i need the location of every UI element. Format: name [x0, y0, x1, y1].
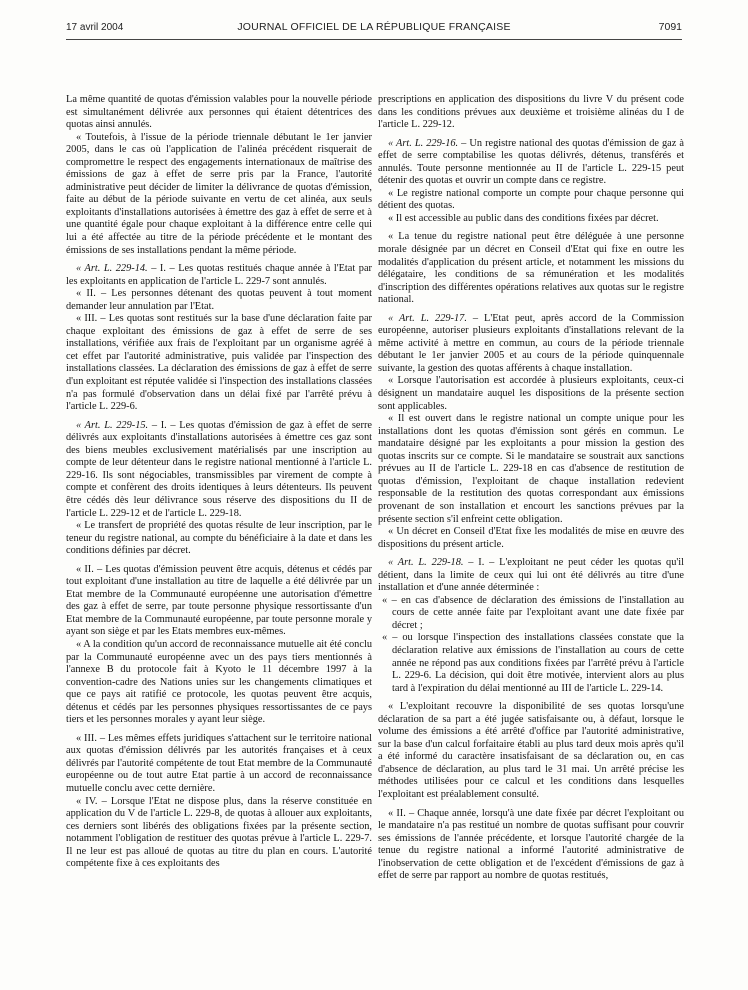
article-paragraph	[66, 420, 372, 520]
paragraph: « Il est ouvert dans le registre national un compte unique pour les installations dont les quotas d'émission sont gérés en commun. Le mandataire désigné par les exploitants a pour mission la gestion des quotas inscrits sur ce compte. Si le mandataire se soustrait aux sanctions prévues au II de l'article L. 229-18 en cas d'absence de restitution de quotas d'émission, l'exploitant de chaque installation redevient responsable de la restitution des quotas correspondant aux émissions provenant de son installation et encourt les sanctions prévues par la présente section s'il enfreint cette obligation.	[378, 413, 684, 525]
article-text: – I. – L'exploitant ne peut céder les quotas qu'il détient, dans la limite de ceux qui lui ont été délivrés au titre d'une installation et d'une année déterminée :	[378, 557, 684, 594]
right-column	[378, 94, 684, 883]
paragraph: « II. – Chaque année, lorsqu'à une date fixée par décret l'exploitant ou le mandataire n'a pas restitué un nombre de quotas suffisant pour couvrir ses émissions de l'année précédente, et lorsque l'autorité chargée de la tenue du registre national a informé l'autorité administrative de l'inobservation de cette obligation et de l'excédent d'émissions de gaz à effet de serre par rapport au nombre de quotas restitués,	[378, 807, 684, 882]
journal-title: JOURNAL OFFICIEL DE LA RÉPUBLIQUE FRANÇAISE	[237, 21, 511, 33]
paragraph: « Il est accessible au public dans des conditions fixées par décret.	[388, 212, 659, 224]
list-item: « – ou lorsque l'inspection des installations classées constate que la déclaration relative aux émissions de l'installation au cours de cette année ne répond pas aux conditions fixées par l'arrêté prévu à l'article L. 229-6. La décision, qui doit être motivée, intervient alors au plus tard à l'expiration du délai mentionné au III de l'article L. 229-14.	[382, 632, 684, 694]
article-paragraph	[378, 313, 684, 376]
article-text: – I. – Les quotas d'émission de gaz à effet de serre délivrés aux exploitants d'installations autorisées à émettre ces gaz sont des biens meubles exclusivement matérialisés par une inscription au compte de leur détenteur dans le registre national mentionné à l'article L. 229-16. Ils sont négociables, transmissibles par virement de compte à compte et confèrent des droits identiques à leurs détenteurs. Ils peuvent être cédés dès leur délivrance sous réserve des dispositions du II de l'article L. 229-12 et de l'article L. 229-18.	[66, 419, 372, 519]
header-rule	[66, 39, 682, 40]
paragraph: « Toutefois, à l'issue de la période triennale débutant le 1er janvier 2005, dans le cas où l'application de l'alinéa précédent risquerait de compromettre le respect des engagements internationaux de maîtrise des émissions de gaz à effet de serre pris par la France, l'autorité administrative peut décider de limiter la délivrance de quotas d'émission, faite au début de la période suivante en vertu de cet alinéa, aux seuls exploitants d'installations autorisées à émettre des gaz à effet de serre et à une quantité égale pour chaque exploitant à la différence entre celle qui lui a été affectée au titre de la période précédente et le montant des émissions de ses installations pendant la même période.	[66, 131, 372, 256]
paragraph: « La tenue du registre national peut être déléguée à une personne morale désignée par un décret en Conseil d'Etat qui fixe en outre les modalités d'application du présent article, et notamment les missions du délégataire, les conditions de sa rémunération et les modalités d'inscription des différentes opérations relatives aux quotas sur le registre national.	[378, 231, 684, 306]
paragraph: « Le registre national comporte un compte pour chaque personne qui détient des quotas.	[378, 187, 684, 212]
paragraph: « Le transfert de propriété des quotas résulte de leur inscription, par le teneur du registre national, au compte du bénéficiaire à la date et dans les conditions définies par décret.	[66, 520, 372, 557]
paragraph: « Un décret en Conseil d'Etat fixe les modalités de mise en œuvre des dispositions du présent article.	[378, 526, 684, 550]
article-text: – I. – Les quotas restitués chaque année à l'Etat par les exploitants en application de l'article L. 229-7 sont annulés.	[66, 263, 372, 287]
paragraph: « II. – Les quotas d'émission peuvent être acquis, détenus et cédés par tout exploitant d'une installation au titre de laquelle a été délivrée par un Etat membre de la Communauté européenne une autorisation d'émettre des gaz à effet de serre, par toute personne physique ressortissante d'un Etat membre de la Communauté européenne, par toute personne morale y ayant son siège et par les Etats membres eux-mêmes.	[66, 563, 372, 638]
paragraph: « IV. – Lorsque l'Etat ne dispose plus, dans la réserve constituée en application du V de l'article L. 229-8, de quotas à allouer aux exploitants, ces derniers sont libérés des obligations fixées par la présente section, notamment l'obligation de restituer des quotas prévue à l'article L. 229-7. Il ne leur est pas alloué de quotas au titre du plan en cours. L'autorité compétente fixe à ces exploitants des	[66, 795, 372, 870]
list-item: « – en cas d'absence de déclaration des émissions de l'installation au cours de cette année faite par l'exploitant avant une date fixée par décret ;	[382, 594, 684, 631]
left-column	[66, 94, 372, 871]
article-heading: « Art. L. 229-18.	[388, 557, 464, 569]
paragraph: « A la condition qu'un accord de reconnaissance mutuelle ait été conclu par la Communauté européenne avec un des pays tiers mentionnés à l'annexe B du protocole fait à Kyoto le 11 décembre 1997 à la convention-cadre des Nations unies sur les changements climatiques et que ce pays ait ratifié ce protocole, les quotas peuvent être acquis, détenus et cédés par les personnes physiques ressortissantes de ce pays tiers et les personnes morales y ayant leur siège.	[66, 638, 372, 726]
header-date: 17 avril 2004	[66, 22, 124, 33]
article-paragraph	[66, 263, 372, 288]
paragraph: « Lorsque l'autorisation est accordée à plusieurs exploitants, ceux-ci désignent un mandataire auquel les dispositions de la présente section sont applicables.	[378, 375, 684, 412]
paragraph: « L'exploitant recouvre la disponibilité de ses quotas lorsqu'une déclaration de sa part a été jugée satisfaisante ou, à défaut, lorsque le volume des émissions a été arrêté d'office par l'autorité administrative, sur la base d'un calcul forfaitaire établi au plus tard deux mois après qu'il a été informé du caractère insatisfaisant de sa déclaration ou, en cas d'absence de déclaration, au plus tard le 31 mai. Un arrêté précise les méthodes utilisées pour ce calcul et les conditions dans lesquelles l'exploitant est préalablement consulté.	[378, 701, 684, 800]
paragraph: La même quantité de quotas d'émission valables pour la nouvelle période est simultanément délivrée aux personnes qui étaient détentrices des quotas ainsi annulés.	[66, 94, 372, 131]
page-header	[66, 20, 682, 38]
paragraph: « III. – Les quotas sont restitués sur la base d'une déclaration faite par chaque exploitant des émissions de gaz à effet de serre de ses installations, vérifiée aux frais de l'exploitant par un organisme agréé à cet effet par l'autorité administrative, puis validée par l'inspection des installations classées. La déclaration des émissions de gaz à effet de serre d'un exploitant est réputée validée si l'inspection des installations classées n'a pas formulé d'observation dans un délai fixé par l'arrêté prévu à l'article L. 229-6.	[66, 313, 372, 413]
paragraph: « II. – Les personnes détenant des quotas peuvent à tout moment demander leur annulation par l'Etat.	[66, 288, 372, 312]
article-heading: « Art. L. 229-15.	[76, 419, 149, 431]
article-heading: « Art. L. 229-14.	[76, 263, 148, 275]
article-heading: « Art. L. 229-16.	[388, 137, 459, 149]
article-text: – L'Etat peut, après accord de la Commission européenne, autoriser plusieurs exploitants d'installations relevant de la même activité à mettre en commun, au cours de la période triennale débutant le 1er janvier 2005 et au cours de la période quinquennale suivante, la gestion des quotas afférents à chaque installation.	[378, 312, 684, 374]
article-text: – Un registre national des quotas d'émission de gaz à effet de serre comptabilise les quotas délivrés, détenus, transférés et annulés. Toute personne mentionnée au II de l'article L. 229-15 peut détenir des quotas et ouvrir un compte dans ce registre.	[378, 137, 684, 187]
paragraph: prescriptions en application des dispositions du livre V du présent code dans les conditions prévues aux deuxième et troisième alinéas du I de l'article L. 229-12.	[378, 94, 684, 131]
paragraph: « III. – Les mêmes effets juridiques s'attachent sur le territoire national aux quotas d'émission délivrés par les autorités françaises et à ceux délivrés par l'autorité compétente de tout Etat membre de la Communauté européenne ou de tout autre Etat partie à un accord de reconnaissance mutuelle conclu avec cette dernière.	[66, 732, 372, 794]
article-paragraph	[378, 138, 684, 188]
page-number: 7091	[658, 21, 682, 33]
article-heading: « Art. L. 229-17.	[388, 312, 467, 324]
article-paragraph	[378, 557, 684, 595]
